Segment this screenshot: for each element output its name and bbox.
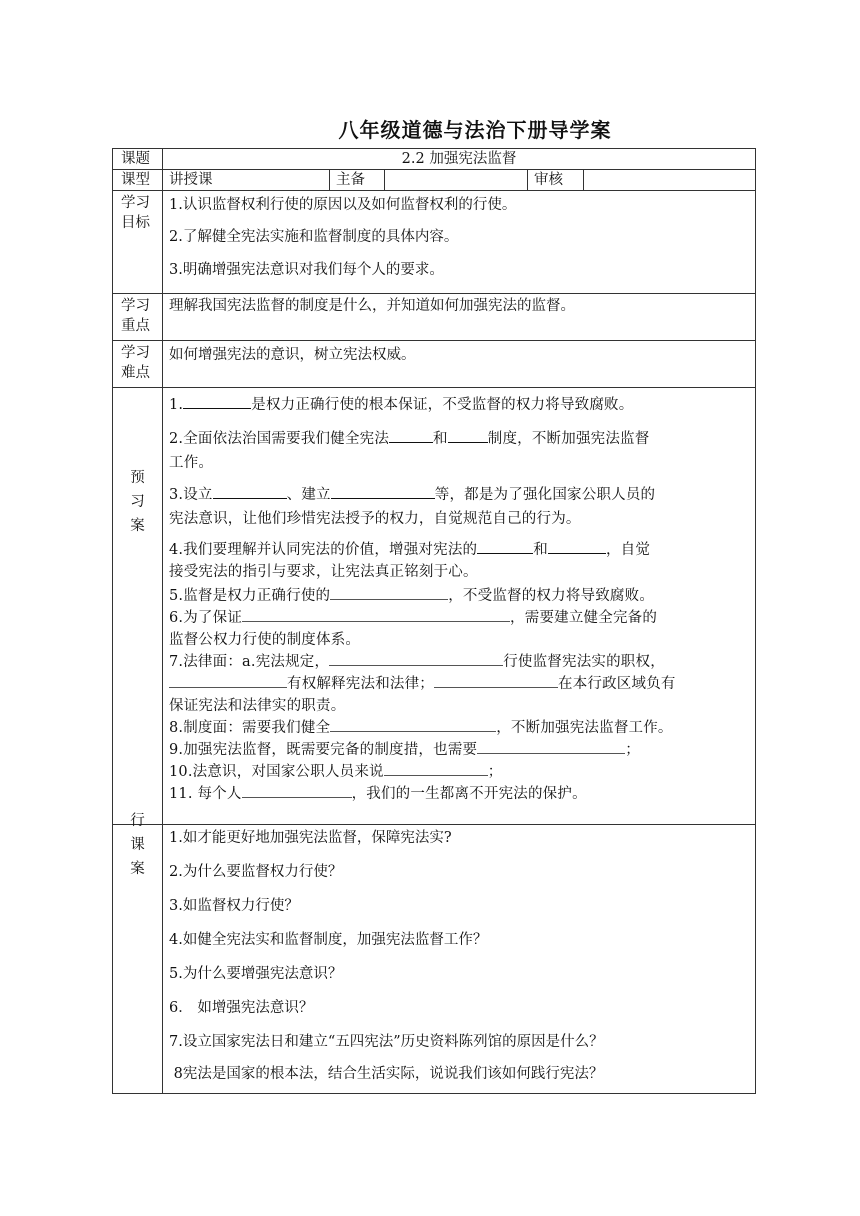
goals-row <box>113 191 756 294</box>
lesson-content <box>163 825 756 1094</box>
review-value <box>584 170 756 191</box>
difficulty-row <box>113 341 756 388</box>
page-title: 八年级道德与法治下册导学案 <box>338 118 612 142</box>
preview-item-2: 2.全面依法治国需要我们健全宪法 和 制度，不断加强宪法监督 工作。 <box>169 427 749 475</box>
preview-item-4: 4.我们要理解并认同宪法的价值，增强对宪法的 和 ，自觉 接受宪法的指引与要求，让宪法真正铭刻于心。 <box>169 539 749 583</box>
type-label: 课型 <box>113 170 163 191</box>
lead-label: 主备 <box>330 170 385 191</box>
preview-item-5: 5.监督是权力正确行使的 ，不受监督的权力将导致腐败。 <box>169 585 749 607</box>
preview-item-11: 11. 每个人 ，我们的一生都离不开宪法的保护。 <box>169 783 749 805</box>
lesson-question: 1.如才能更好地加强宪法监督，保障宪法实? <box>169 830 452 846</box>
difficulty-content: 如何增强宪法的意识，树立宪法权威。 <box>163 341 756 388</box>
preview-item-8: 8.制度面：需要我们健全 ，不断加强宪法监督工作。 <box>169 717 749 739</box>
goals-label: 学习 目标 <box>113 191 163 294</box>
lead-value <box>385 170 528 191</box>
lesson-question: 2.为什么要监督权力行使？ <box>169 864 343 880</box>
preview-label: 预 习 案 <box>113 388 163 825</box>
lesson-question: 4.如健全宪法实和监督制度，加强宪法监督工作？ <box>169 932 488 948</box>
lesson-question: 6． 如增强宪法意识？ <box>169 1000 314 1016</box>
preview-item-7: 7.法律面：a.宪法规定， 行使监督宪法实的职权， 有权解释宪法和法律； 在本行政区域负有 保证宪法和法律实的职责。 <box>169 651 749 717</box>
goal-item: 3.明确增强宪法意识对我们每个人的要求。 <box>169 262 444 278</box>
study-guide-table <box>112 148 756 1094</box>
preview-item-10: 10.法意识，对国家公职人员来说 ； <box>169 761 749 783</box>
topic-row <box>113 149 756 170</box>
lesson-question: 5.为什么要增强宪法意识？ <box>169 966 343 982</box>
type-row <box>113 170 756 191</box>
preview-item-9: 9.加强宪法监督，既需要完备的制度措，也需要 ； <box>169 739 749 761</box>
preview-row <box>113 388 756 825</box>
lesson-row <box>113 825 756 1094</box>
type-value: 讲授课 <box>163 170 330 191</box>
topic-value: 2.2 加强宪法监督 <box>163 149 756 170</box>
topic-label: 课题 <box>113 149 163 170</box>
preview-item-6: 6.为了保证 ，需要建立健全完备的 监督公权力行使的制度体系。 <box>169 607 749 651</box>
review-label: 审核 <box>528 170 584 191</box>
goal-item: 1.认识监督权利行使的原因以及如何监督权利的行使。 <box>169 197 517 213</box>
preview-content <box>163 388 756 825</box>
difficulty-label: 学习 难点 <box>113 341 163 388</box>
lesson-label: 行 课 案 <box>113 825 163 1094</box>
lesson-question: 8宪法是国家的根本法，结合生活实际，说说我们该如何践行宪法？ <box>169 1066 604 1082</box>
goals-content <box>163 191 756 294</box>
goal-item: 2.了解健全宪法实施和监督制度的具体内容。 <box>169 229 459 245</box>
focus-label: 学习 重点 <box>113 294 163 341</box>
lesson-question: 7.设立国家宪法日和建立“五四宪法”历史资料陈列馆的原因是什么？ <box>169 1034 604 1050</box>
preview-item-3: 3.设立 、建立 等，都是为了强化国家公职人员的 宪法意识，让他们珍惜宪法授予的权力，自觉规范自己的行为。 <box>169 483 749 531</box>
focus-content: 理解我国宪法监督的制度是什么，并知道如何加强宪法的监督。 <box>163 294 756 341</box>
focus-row <box>113 294 756 341</box>
lesson-question: 3.如监督权力行使？ <box>169 898 299 914</box>
preview-item-1: 1. 是权力正确行使的根本保证，不受监督的权力将导致腐败。 <box>169 394 749 415</box>
